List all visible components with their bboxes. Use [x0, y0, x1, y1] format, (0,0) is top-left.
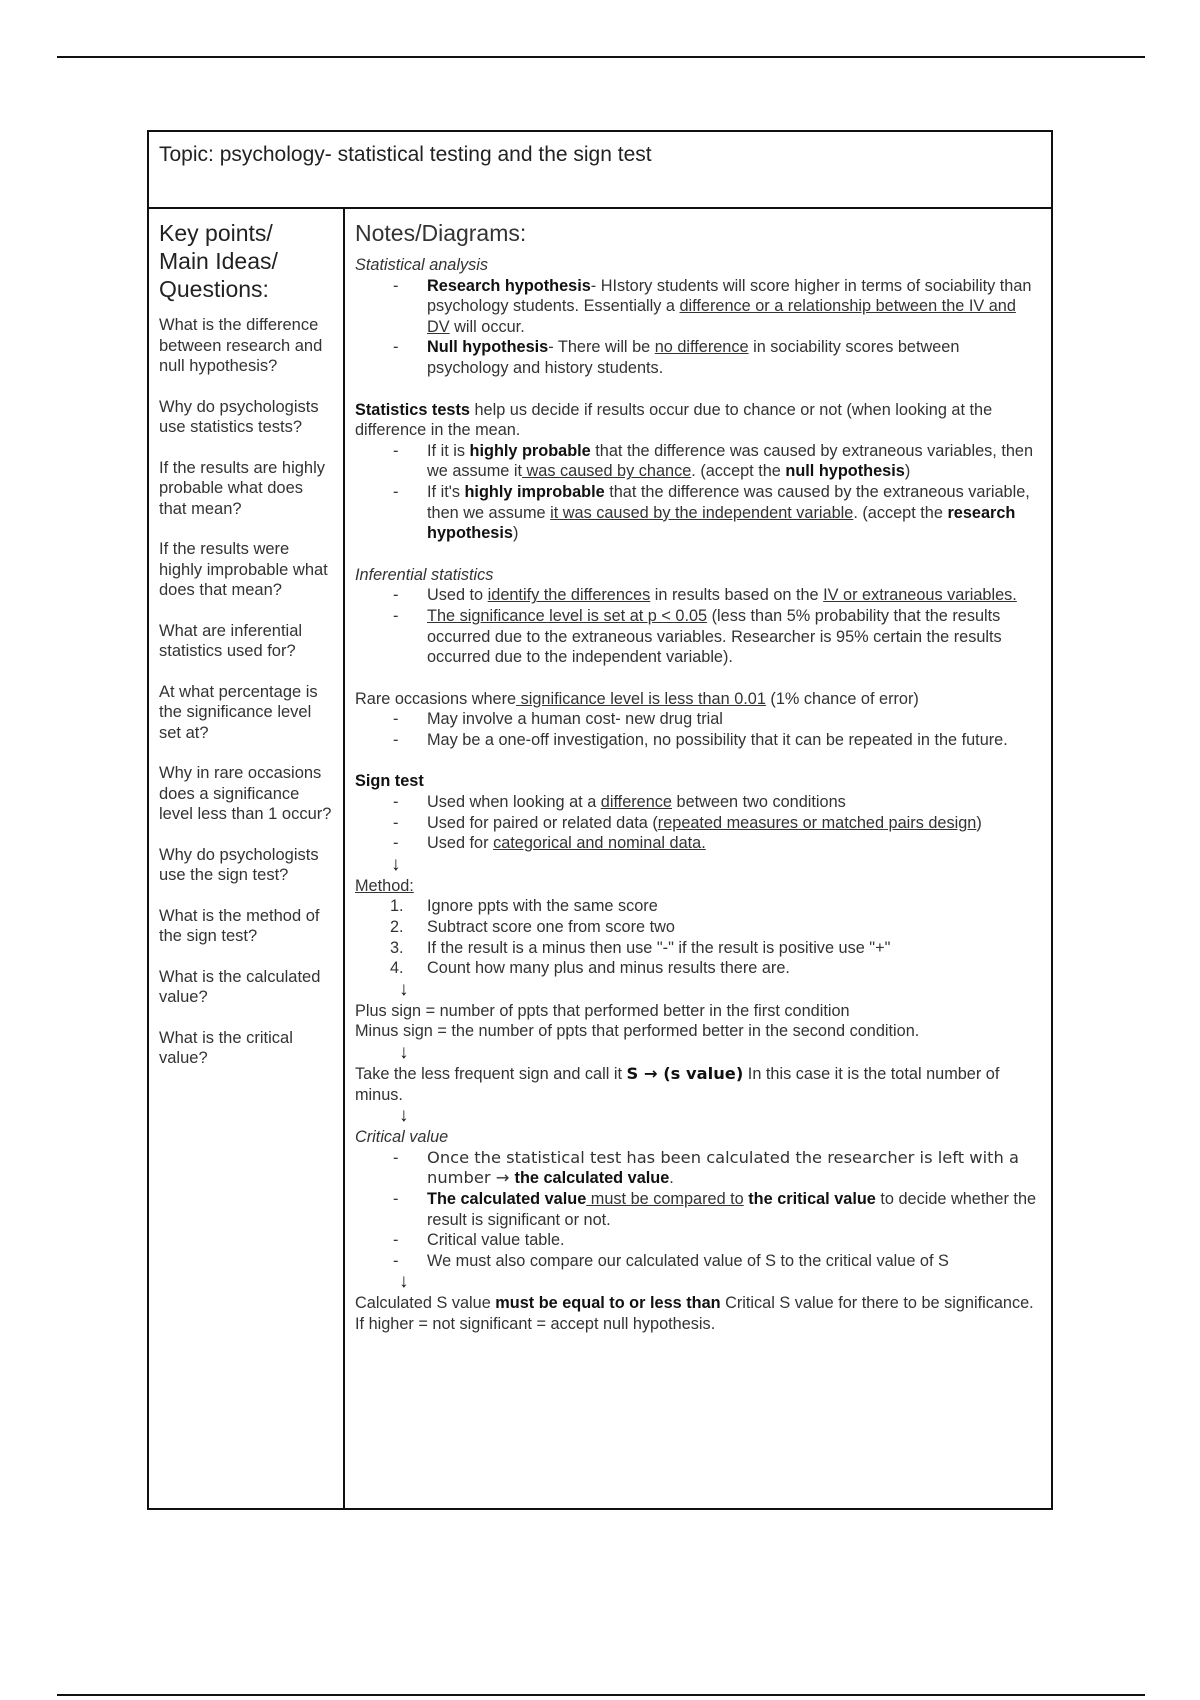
text: If it's: [427, 482, 465, 501]
step-number: 4.: [390, 959, 404, 978]
term: Research hypothesis: [427, 276, 591, 295]
text: We must also compare our calculated value of S to the critical value of S: [427, 1251, 949, 1270]
text: to decide whether the result is significant or not.: [427, 1189, 1037, 1229]
text: Calculated S value: [355, 1294, 496, 1313]
paragraph: [355, 1064, 1041, 1105]
top-rule: [57, 56, 1145, 58]
question: What is the method of the sign test?: [159, 906, 320, 946]
list-item: [355, 833, 1041, 854]
term: the calculated value: [514, 1169, 670, 1188]
paragraph: [355, 1293, 1041, 1314]
spacer: [355, 750, 1041, 771]
paragraph: [355, 689, 1041, 710]
text: that the difference was caused by the extraneous variable, then we assume: [427, 482, 1030, 522]
paragraph: Minus sign = the number of ppts that performed better in the second condition.: [355, 1022, 920, 1041]
text: Used to: [427, 586, 488, 605]
bullet-mark: -: [393, 606, 399, 625]
header-line: Questions:: [159, 276, 269, 302]
underlined-text: repeated measures or matched pairs design: [657, 813, 977, 832]
text: Ignore ppts with the same score: [427, 897, 658, 916]
text: Once the statistical test has been calculated the researcher is left with a number →: [427, 1147, 1019, 1188]
list-item: [355, 1189, 1041, 1230]
hypothesis-list: [355, 276, 1041, 379]
underlined-text: identify the differences: [487, 586, 651, 605]
paragraph: If higher = not significant = accept null hypothesis.: [355, 1314, 716, 1333]
section-title: Critical value: [355, 1128, 449, 1147]
down-arrow-icon: ↓: [399, 1105, 409, 1127]
text: May be a one-off investigation, no possibility that it can be repeated in the future.: [427, 730, 1008, 749]
text: - There will be: [548, 338, 655, 357]
questions-column: [149, 209, 345, 1508]
text: Take the less frequent sign and call it: [355, 1065, 627, 1083]
section-title: Statistical analysis: [355, 256, 489, 274]
bullet-mark: -: [393, 834, 399, 853]
text: will occur.: [449, 317, 525, 336]
underlined-text: no difference: [654, 338, 749, 357]
text: . (accept the: [853, 503, 948, 522]
text: Count how many plus and minus results there are.: [427, 959, 790, 978]
text: May involve a human cost- new drug trial: [427, 710, 723, 729]
list-item: [355, 958, 1041, 979]
underlined-text: significance level is less than 0.01: [516, 689, 766, 708]
question: If the results are highly probable what does that mean?: [159, 458, 325, 518]
step-number: 3.: [390, 938, 404, 957]
term: S → (s value): [626, 1064, 744, 1083]
question: Why do psychologists use statistics tests?: [159, 397, 319, 437]
question: What are inferential statistics used for?: [159, 621, 303, 661]
term: highly improbable: [464, 482, 605, 501]
text: ): [904, 462, 911, 481]
question: Why in rare occasions does a significance level less than 1 occur?: [159, 764, 332, 824]
term: research hypothesis: [427, 503, 1016, 543]
question: At what percentage is the significance level set at?: [159, 682, 318, 742]
critical-value-list: [355, 1148, 1041, 1272]
list-item: [355, 730, 1041, 751]
bullet-mark: -: [393, 482, 399, 501]
bullet-mark: -: [393, 730, 399, 749]
underlined-text: was caused by chance: [522, 462, 692, 481]
bullet-mark: -: [393, 1148, 399, 1167]
text: If it is: [427, 441, 470, 460]
question: What is the difference between research and null hypothesis?: [159, 316, 323, 376]
list-item: [355, 917, 1041, 938]
bullet-mark: -: [393, 1189, 399, 1208]
underlined-text: must be compared to: [586, 1189, 744, 1208]
list-item: [355, 482, 1041, 544]
notes-column-header: Notes/Diagrams:: [355, 220, 527, 246]
list-item: [355, 585, 1041, 606]
text: ): [512, 524, 519, 543]
list-item: [355, 1148, 1041, 1189]
list-item: [355, 896, 1041, 917]
text: .: [669, 1169, 674, 1188]
spacer: [355, 544, 1041, 565]
notes-column: [345, 209, 1051, 1508]
text: ): [976, 813, 982, 832]
down-arrow-icon: ↓: [399, 978, 409, 1000]
underlined-text: difference or a relationship between the IV and DV: [427, 297, 1016, 336]
text: help us decide if results occur due to chance or not (when looking at the difference in the mean.: [355, 400, 993, 440]
inferential-list: [355, 585, 1041, 667]
cornell-notes-sheet: [147, 130, 1053, 1510]
step-number: 2.: [390, 918, 404, 937]
term: the critical value: [743, 1189, 876, 1208]
bullet-mark: -: [393, 793, 399, 812]
bullet-mark: -: [393, 710, 399, 729]
text: . (accept the: [691, 462, 786, 481]
list-item: [355, 1230, 1041, 1251]
text: Rare occasions where: [355, 689, 517, 708]
list-item: [355, 337, 1041, 378]
header-line: Key points/: [159, 220, 273, 246]
list-item: [355, 276, 1041, 338]
text: (1% chance of error): [765, 689, 919, 708]
term: Statistics tests: [355, 400, 470, 419]
bullet-mark: -: [393, 338, 399, 357]
underlined-text: IV or extraneous variables.: [823, 586, 1017, 605]
term: null hypothesis: [785, 462, 905, 481]
text: between two conditions: [672, 793, 846, 812]
list-item: [355, 792, 1041, 813]
notes-columns: [149, 209, 1051, 1508]
text: If the result is a minus then use "-" if the result is positive use "+": [427, 938, 891, 957]
text: - HIstory students will score higher in terms of sociability than psychology students. Essentially a: [427, 276, 1032, 316]
text: Used when looking at a: [427, 793, 601, 812]
underlined-text: The significance level is set at p < 0.05: [427, 606, 708, 625]
bullet-mark: -: [393, 813, 399, 832]
sign-test-list: [355, 792, 1041, 854]
term: must be equal to or less than: [495, 1294, 721, 1313]
text: Used for: [427, 834, 494, 853]
list-item: [355, 813, 1041, 834]
paragraph: [355, 400, 1041, 441]
term: highly probable: [469, 441, 591, 460]
spacer: [355, 668, 1041, 689]
topic-title: Topic: psychology- statistical testing and the sign test: [149, 132, 1051, 209]
question: Why do psychologists use the sign test?: [159, 845, 319, 885]
down-arrow-icon: ↓: [399, 1042, 409, 1063]
bullet-mark: -: [393, 1231, 399, 1250]
text: in results based on the: [650, 586, 824, 605]
questions-column-header: [159, 219, 335, 303]
rare-occasions-list: [355, 709, 1041, 750]
question: What is the calculated value?: [159, 967, 321, 1007]
term: Null hypothesis: [427, 338, 549, 357]
list-item: [355, 709, 1041, 730]
paragraph: Plus sign = number of ppts that performed better in the first condition: [355, 1001, 850, 1020]
text: in sociability scores between psychology and history students.: [427, 338, 960, 377]
text: In this case it is the total number of minus.: [355, 1065, 1000, 1104]
underlined-text: it was caused by the independent variable: [550, 503, 854, 522]
spacer: [355, 379, 1041, 400]
text: Critical S value for there to be significance.: [720, 1294, 1034, 1313]
list-item: [355, 1251, 1041, 1272]
down-arrow-icon: ↓: [391, 853, 401, 875]
term: Sign test: [355, 772, 424, 791]
text: (less than 5% probability that the results occurred due to the extraneous variables. Researcher is 95% certain the results occurred due to the independent variable).: [427, 606, 1002, 667]
probability-list: [355, 441, 1041, 544]
text: Critical value table.: [427, 1231, 565, 1250]
list-item: [355, 938, 1041, 959]
text: Subtract score one from score two: [427, 918, 675, 937]
question: If the results were highly improbable what does that mean?: [159, 540, 328, 600]
bullet-mark: -: [393, 276, 399, 295]
step-number: 1.: [390, 897, 404, 916]
section-title: Inferential statistics: [355, 565, 494, 584]
section-title: Method:: [355, 876, 414, 895]
section-title: [355, 771, 1041, 792]
bullet-mark: -: [393, 1251, 399, 1270]
term: The calculated value: [427, 1189, 587, 1208]
underlined-text: categorical and nominal data.: [493, 834, 706, 853]
down-arrow-icon: ↓: [399, 1271, 409, 1293]
list-item: [355, 606, 1041, 668]
bullet-mark: -: [393, 586, 399, 605]
method-steps: [355, 896, 1041, 978]
list-item: [355, 441, 1041, 482]
text: Used for paired or related data (: [427, 813, 658, 832]
bullet-mark: -: [393, 441, 399, 460]
question: What is the critical value?: [159, 1028, 293, 1068]
text: that the difference was caused by extraneous variables, then we assume it: [427, 441, 1034, 481]
bottom-rule: [57, 1694, 1145, 1696]
header-line: Main Ideas/: [159, 248, 278, 274]
underlined-text: difference: [600, 793, 672, 812]
